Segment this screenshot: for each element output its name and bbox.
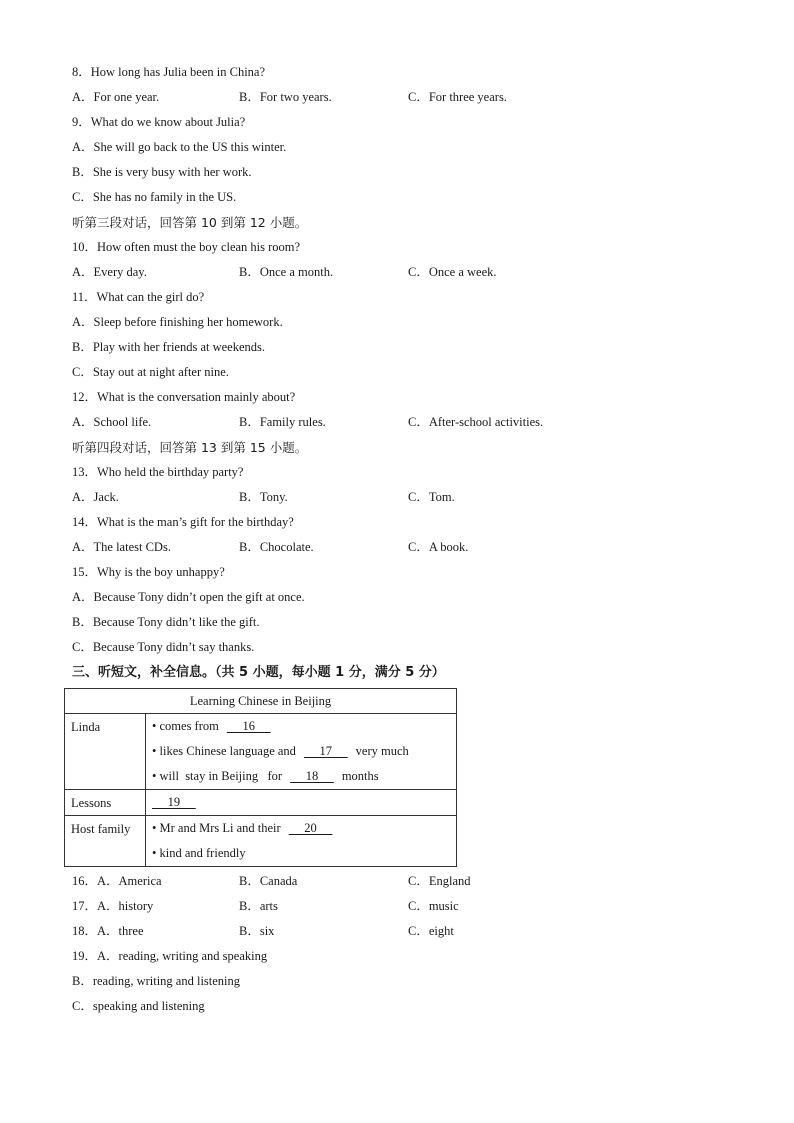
question-17-options <box>72 894 732 919</box>
blank-16[interactable]: 16 <box>226 719 271 733</box>
q11-option-c[interactable]: C．Stay out at night after nine. <box>72 365 229 379</box>
question-13-options <box>72 485 732 510</box>
question-9-stem: 9．What do we know about Julia? <box>72 115 246 129</box>
q13-option-a[interactable]: A．Jack. <box>72 490 119 504</box>
q12-option-c[interactable]: C．After-school activities. <box>408 415 544 429</box>
lessons-details <box>146 790 457 816</box>
q14-option-c[interactable]: C．A book. <box>408 540 469 554</box>
q18-option-a[interactable]: 18．A．three <box>72 924 144 938</box>
linda-item-3-text: • will stay in Beijing for <box>152 769 283 783</box>
q9-option-a[interactable]: A．She will go back to the US this winter. <box>72 140 287 154</box>
question-12-stem: 12．What is the conversation mainly about? <box>72 390 296 404</box>
question-14-options <box>72 535 732 560</box>
question-8-options <box>72 85 732 110</box>
q13-option-b[interactable]: B．Tony. <box>239 490 288 504</box>
question-13-stem: 13．Who held the birthday party? <box>72 465 244 479</box>
question-18-options <box>72 919 732 944</box>
blank-19[interactable]: 19 <box>152 795 196 809</box>
q15-option-a[interactable]: A．Because Tony didn’t open the gift at once. <box>72 590 305 604</box>
table-title: Learning Chinese in Beijing <box>65 689 457 714</box>
section-3-instruction: 听第三段对话，回答第 10 到第 12 小题。 <box>72 215 308 230</box>
q8-option-b[interactable]: B．For two years. <box>239 90 332 104</box>
q9-option-b[interactable]: B．She is very busy with her work. <box>72 165 252 179</box>
q10-option-c[interactable]: C．Once a week. <box>408 265 497 279</box>
q19-option-b[interactable]: B．reading, writing and listening <box>72 974 241 988</box>
blank-17[interactable]: 17 <box>303 744 348 758</box>
question-8-stem: 8．How long has Julia been in China? <box>72 65 266 79</box>
linda-item-1 <box>152 714 450 739</box>
q8-option-c[interactable]: C．For three years. <box>408 90 507 104</box>
q9-option-c[interactable]: C．She has no family in the US. <box>72 190 237 204</box>
q17-option-c[interactable]: C．music <box>408 899 459 913</box>
q12-option-b[interactable]: B．Family rules. <box>239 415 326 429</box>
q18-option-c[interactable]: C．eight <box>408 924 454 938</box>
linda-item-3 <box>152 764 450 789</box>
question-10-options <box>72 260 732 285</box>
linda-item-2-text: • likes Chinese language and <box>152 744 296 758</box>
exam-page <box>72 60 732 1019</box>
linda-item-2-suffix: very much <box>355 744 409 758</box>
lessons-item <box>152 790 450 815</box>
q11-option-b[interactable]: B．Play with her friends at weekends. <box>72 340 266 354</box>
linda-item-2 <box>152 739 450 764</box>
q17-option-b[interactable]: B．arts <box>239 899 278 913</box>
question-12-options <box>72 410 732 435</box>
q19-option-c[interactable]: C．speaking and listening <box>72 999 205 1013</box>
question-15-stem: 15．Why is the boy unhappy? <box>72 565 225 579</box>
part-3-heading: 三、听短文，补全信息。（共 5 小题，每小题 1 分，满分 5 分） <box>72 665 445 680</box>
row-label-lessons: Lessons <box>65 790 146 816</box>
blank-20[interactable]: 20 <box>288 821 333 835</box>
q14-option-b[interactable]: B．Chocolate. <box>239 540 314 554</box>
host-item-2: • kind and friendly <box>152 846 246 860</box>
q16-option-a[interactable]: 16．A．America <box>72 874 162 888</box>
q15-option-b[interactable]: B．Because Tony didn’t like the gift. <box>72 615 260 629</box>
row-label-linda: Linda <box>65 714 146 790</box>
q19-option-a[interactable]: 19．A．reading, writing and speaking <box>72 949 268 963</box>
q13-option-c[interactable]: C．Tom. <box>408 490 455 504</box>
q8-option-a[interactable]: A．For one year. <box>72 90 160 104</box>
linda-item-1-text: • comes from <box>152 719 219 733</box>
linda-item-3-suffix: months <box>341 769 379 783</box>
question-11-stem: 11．What can the girl do? <box>72 290 205 304</box>
info-table <box>64 688 457 867</box>
section-4-instruction: 听第四段对话，回答第 13 到第 15 小题。 <box>72 440 308 455</box>
q15-option-c[interactable]: C．Because Tony didn’t say thanks. <box>72 640 255 654</box>
q17-option-a[interactable]: 17．A．history <box>72 899 154 913</box>
question-16-options <box>72 869 732 894</box>
host-item-1-text: • Mr and Mrs Li and their <box>152 821 281 835</box>
host-item-1 <box>152 816 450 841</box>
blank-18[interactable]: 18 <box>290 769 334 783</box>
question-10-stem: 10．How often must the boy clean his room? <box>72 240 301 254</box>
q10-option-b[interactable]: B．Once a month. <box>239 265 334 279</box>
linda-details <box>146 714 457 790</box>
q18-option-b[interactable]: B．six <box>239 924 275 938</box>
q11-option-a[interactable]: A．Sleep before finishing her homework. <box>72 315 283 329</box>
question-14-stem: 14．What is the man’s gift for the birthday? <box>72 515 294 529</box>
q16-option-c[interactable]: C．England <box>408 874 471 888</box>
q10-option-a[interactable]: A．Every day. <box>72 265 147 279</box>
q12-option-a[interactable]: A．School life. <box>72 415 152 429</box>
q16-option-b[interactable]: B．Canada <box>239 874 298 888</box>
host-family-details <box>146 816 457 867</box>
q14-option-a[interactable]: A．The latest CDs. <box>72 540 171 554</box>
row-label-host-family: Host family <box>65 816 146 867</box>
